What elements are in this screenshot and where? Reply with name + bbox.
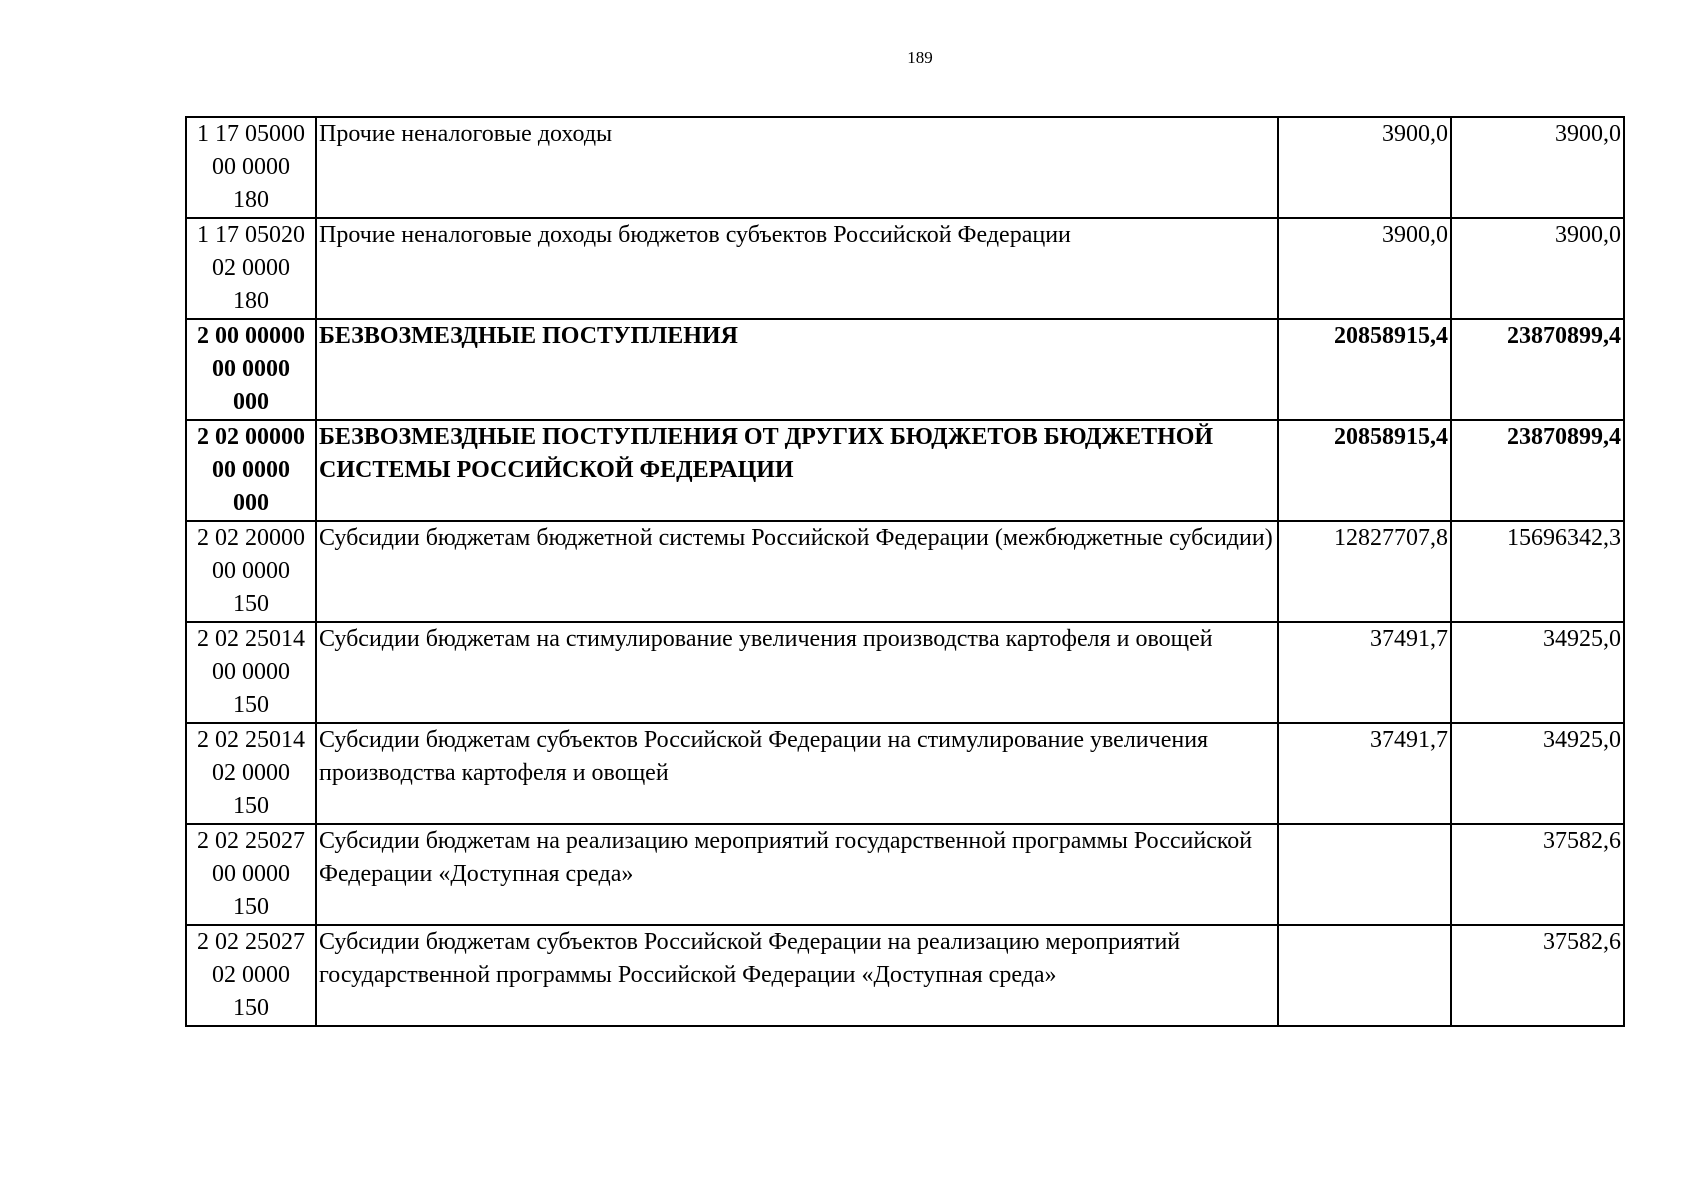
revenue-name-cell: Субсидии бюджетам бюджетной системы Российской Федерации (межбюджетные субсидии) [316,521,1278,622]
budget-code-line: 02 0000 [212,760,290,786]
amount-2-cell: 15696342,3 [1451,521,1624,622]
revenue-name-cell: Субсидии бюджетам субъектов Российской Федерации на стимулирование увеличения производства картофеля и овощей [316,723,1278,824]
budget-code-line: 180 [233,187,269,213]
budget-code-cell [186,824,316,925]
budget-code-line: 02 0000 [212,962,290,988]
table-row [186,218,1624,319]
amount-1-cell: 37491,7 [1278,723,1451,824]
table-row [186,117,1624,218]
budget-code-line: 00 0000 [212,356,290,382]
budget-code-line: 150 [233,894,269,920]
budget-code-line: 180 [233,288,269,314]
amount-1-cell [1278,925,1451,1026]
budget-code-cell [186,218,316,319]
budget-code-cell [186,521,316,622]
amount-2-cell: 3900,0 [1451,218,1624,319]
amount-2-cell: 34925,0 [1451,723,1624,824]
table-row [186,925,1624,1026]
amount-2-cell: 34925,0 [1451,622,1624,723]
page-number: 189 [907,48,933,67]
revenue-name-cell: Прочие неналоговые доходы бюджетов субъектов Российской Федерации [316,218,1278,319]
budget-code-line: 00 0000 [212,154,290,180]
amount-2-cell: 3900,0 [1451,117,1624,218]
budget-code-line: 2 02 25014 [197,626,305,652]
budget-code-line: 000 [233,389,269,415]
revenue-name-cell: БЕЗВОЗМЕЗДНЫЕ ПОСТУПЛЕНИЯ [316,319,1278,420]
budget-code-cell [186,117,316,218]
budget-code-line: 1 17 05020 [197,222,305,248]
amount-1-cell: 20858915,4 [1278,319,1451,420]
budget-code-line: 00 0000 [212,558,290,584]
budget-code-cell [186,925,316,1026]
amount-2-cell: 23870899,4 [1451,420,1624,521]
budget-code-line: 150 [233,793,269,819]
revenue-table [185,116,1625,1027]
amount-1-cell [1278,824,1451,925]
budget-code-line: 2 02 25014 [197,727,305,753]
table-row [186,420,1624,521]
budget-code-line: 2 00 00000 [197,323,305,349]
amount-1-cell: 12827707,8 [1278,521,1451,622]
budget-code-line: 2 02 00000 [197,424,305,450]
amount-2-cell: 37582,6 [1451,824,1624,925]
table-row [186,622,1624,723]
budget-code-line: 02 0000 [212,255,290,281]
revenue-name-cell: Субсидии бюджетам на реализацию мероприятий государственной программы Российской Федерации «Доступная среда» [316,824,1278,925]
revenue-name-cell: Прочие неналоговые доходы [316,117,1278,218]
budget-code-line: 150 [233,692,269,718]
revenue-name-cell: БЕЗВОЗМЕЗДНЫЕ ПОСТУПЛЕНИЯ ОТ ДРУГИХ БЮДЖЕТОВ БЮДЖЕТНОЙ СИСТЕМЫ РОССИЙСКОЙ ФЕДЕРАЦИИ [316,420,1278,521]
budget-code-line: 00 0000 [212,659,290,685]
amount-1-cell: 3900,0 [1278,117,1451,218]
budget-code-line: 00 0000 [212,457,290,483]
revenue-name-cell: Субсидии бюджетам на стимулирование увеличения производства картофеля и овощей [316,622,1278,723]
table-row [186,521,1624,622]
amount-2-cell: 37582,6 [1451,925,1624,1026]
budget-code-cell [186,723,316,824]
budget-code-line: 2 02 25027 [197,929,305,955]
revenue-name-cell: Субсидии бюджетам субъектов Российской Федерации на реализацию мероприятий государственной программы Российской Федерации «Доступная среда» [316,925,1278,1026]
table-row [186,824,1624,925]
budget-code-line: 2 02 20000 [197,525,305,551]
table-row [186,319,1624,420]
budget-code-line: 2 02 25027 [197,828,305,854]
budget-code-line: 1 17 05000 [197,121,305,147]
amount-1-cell: 3900,0 [1278,218,1451,319]
budget-code-cell [186,420,316,521]
amount-1-cell: 37491,7 [1278,622,1451,723]
revenue-table-body [186,117,1624,1026]
budget-code-line: 150 [233,995,269,1021]
budget-code-line: 00 0000 [212,861,290,887]
budget-code-line: 000 [233,490,269,516]
budget-code-cell [186,622,316,723]
table-row [186,723,1624,824]
amount-1-cell: 20858915,4 [1278,420,1451,521]
budget-code-line: 150 [233,591,269,617]
amount-2-cell: 23870899,4 [1451,319,1624,420]
budget-code-cell [186,319,316,420]
